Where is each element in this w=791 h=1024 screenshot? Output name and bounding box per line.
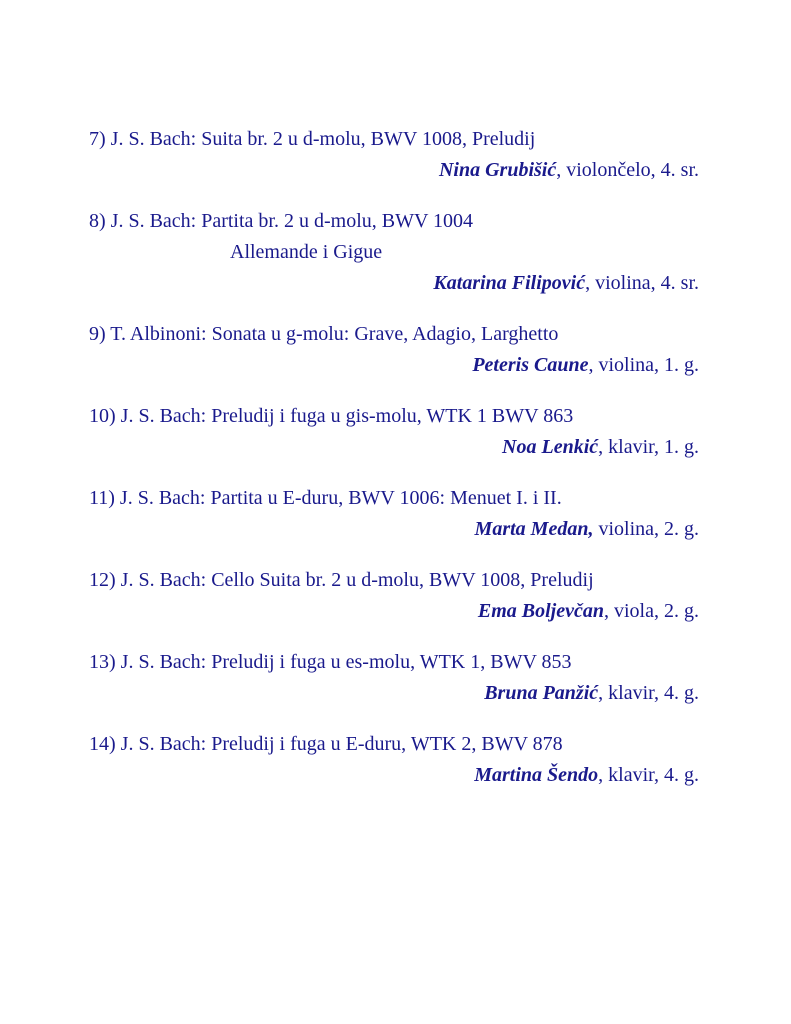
performer-name: Martina Šendo (474, 764, 599, 786)
piece-title: 11) J. S. Bach: Partita u E-duru, BWV 1006: Menuet I. i II. (89, 487, 562, 509)
program-entry-8 (89, 206, 699, 299)
performer-line (89, 268, 699, 299)
performer-line (89, 155, 699, 186)
performer-details: , klavir, 1. g. (598, 436, 699, 458)
program-entry-14 (89, 729, 699, 791)
performer-name: Marta Medan, (474, 518, 594, 540)
performer-name: Katarina Filipović (433, 272, 586, 294)
performer-line (89, 432, 699, 463)
piece-title: 9) T. Albinoni: Sonata u g-molu: Grave, Adagio, Larghetto (89, 323, 559, 345)
performer-details: , violina, 1. g. (588, 354, 699, 376)
performer-line (89, 350, 699, 381)
performer-name: Peteris Caune (472, 354, 589, 376)
performer-name: Ema Boljevčan (477, 600, 604, 622)
performer-name: Bruna Panžić (484, 682, 599, 704)
performer-details: , klavir, 4. g. (598, 682, 699, 704)
program-entry-9 (89, 319, 699, 381)
program-entry-13 (89, 647, 699, 709)
performer-details: violina, 2. g. (593, 518, 699, 540)
piece-title: 10) J. S. Bach: Preludij i fuga u gis-molu, WTK 1 BWV 863 (89, 405, 574, 427)
performer-details: , violončelo, 4. sr. (556, 159, 699, 181)
performer-line (89, 760, 699, 791)
performer-name: Nina Grubišić (438, 159, 557, 181)
program-entry-7 (89, 124, 699, 186)
performer-name: Noa Lenkić (502, 436, 599, 458)
program-entry-10 (89, 401, 699, 463)
piece-title: 13) J. S. Bach: Preludij i fuga u es-molu, WTK 1, BWV 853 (89, 651, 572, 673)
program-entry-12 (89, 565, 699, 627)
performer-details: , klavir, 4. g. (598, 764, 699, 786)
piece-title: 7) J. S. Bach: Suita br. 2 u d-molu, BWV 1008, Preludij (89, 128, 536, 150)
program-entry-11 (89, 483, 699, 545)
piece-title: 12) J. S. Bach: Cello Suita br. 2 u d-molu, BWV 1008, Preludij (89, 569, 594, 591)
performer-line (89, 678, 699, 709)
concert-program (89, 124, 699, 811)
performer-line (89, 596, 699, 627)
performer-details: , viola, 2. g. (604, 600, 699, 622)
piece-movements: Allemande i Gigue (230, 241, 383, 263)
piece-title: 14) J. S. Bach: Preludij i fuga u E-duru, WTK 2, BWV 878 (89, 733, 563, 755)
performer-details: , violina, 4. sr. (585, 272, 699, 294)
performer-line (89, 514, 699, 545)
piece-title: 8) J. S. Bach: Partita br. 2 u d-molu, BWV 1004 (89, 210, 474, 232)
